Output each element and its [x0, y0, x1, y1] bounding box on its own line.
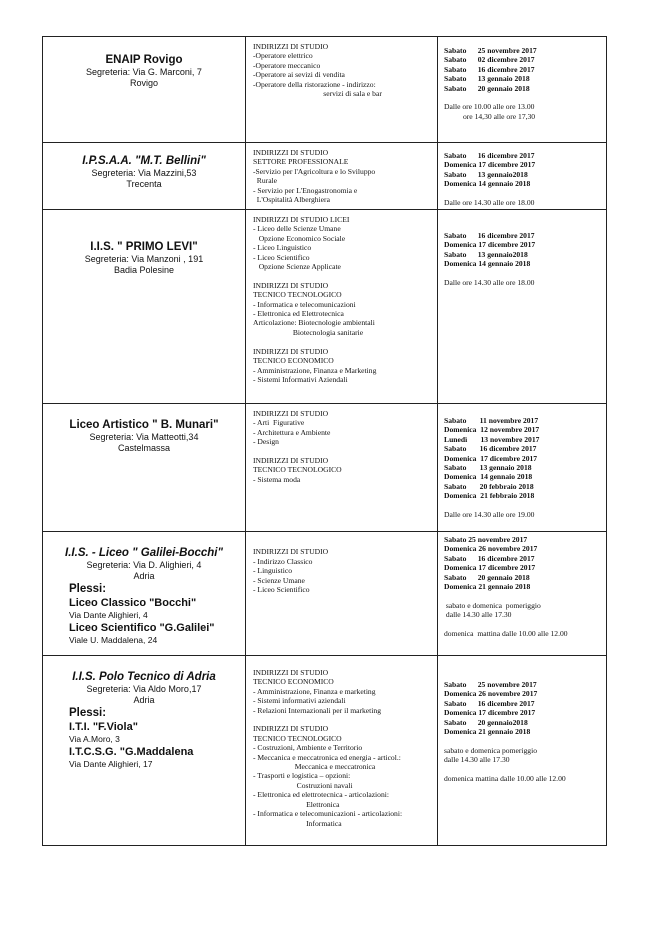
school-city: Rovigo — [129, 78, 158, 88]
indirizzi-line: - Liceo Scientifico — [253, 252, 310, 262]
note-line — [444, 736, 602, 745]
date-line: Lunedì 13 novembre 2017 — [444, 434, 540, 444]
school-city: Adria — [133, 571, 155, 581]
plesso-name: I.T.C.S.G. "G.Maddalena — [69, 746, 194, 758]
indirizzi-list — [246, 656, 437, 828]
date-line: Sabato 16 dicembre 2017 — [444, 553, 535, 563]
table-row — [43, 656, 607, 846]
indirizzi-cell — [246, 656, 438, 846]
date-line: Sabato 13 gennaio2018 — [444, 249, 528, 259]
school-name: I.I.S. Polo Tecnico di Adria — [72, 671, 216, 683]
indirizzi-line: Opzione Scienze Applicate — [253, 262, 341, 272]
plesso-name: Liceo Classico "Bocchi" — [69, 597, 197, 609]
school-cell — [43, 656, 246, 846]
note-line — [444, 591, 602, 600]
indirizzi-line: INDIRIZZI DI STUDIO LICEI — [253, 215, 350, 224]
school-cell — [43, 143, 246, 210]
plessi-heading: Plessi: — [69, 707, 107, 719]
plesso-address: Via Dante Alighieri, 17 — [69, 759, 153, 769]
dates-cell — [438, 210, 607, 404]
indirizzi-line: Informatica — [253, 818, 342, 828]
indirizzi-line: - Amministrazione, Finanza e marketing — [253, 686, 376, 696]
date-line: Domenica 14 gennaio 2018 — [444, 259, 531, 269]
indirizzi-line: - Liceo Linguistico — [253, 243, 312, 253]
indirizzi-line: - Trasporti e logistica – opzioni: — [253, 771, 351, 781]
indirizzi-line: Elettronica — [253, 799, 340, 809]
indirizzi-line — [253, 337, 433, 346]
date-line: Sabato 20 gennaio 2018 — [444, 83, 530, 93]
school-name: I.I.S. - Liceo " Galilei-Bocchi" — [65, 547, 223, 559]
indirizzi-line: TECNICO TECNOLOGICO — [253, 290, 342, 300]
indirizzi-line: -Operatore elettrico — [253, 51, 313, 61]
indirizzi-line: SETTORE PROFESSIONALE — [253, 157, 349, 167]
school-cell — [43, 37, 246, 143]
plessi-block — [43, 582, 245, 646]
date-line: Sabato 25 novembre 2017 — [444, 46, 537, 55]
indirizzi-line: Costruzioni navali — [253, 780, 353, 790]
indirizzi-line: - Costruzioni, Ambiente e Territorio — [253, 743, 363, 753]
date-line: Sabato 25 novembre 2017 — [444, 535, 528, 544]
note-line — [444, 93, 602, 102]
dates-list — [438, 210, 606, 287]
table-row — [43, 37, 607, 143]
indirizzi-line: - Scienze Umane — [253, 575, 305, 585]
date-line: Sabato 13 gennaio 2018 — [444, 74, 530, 84]
dates-cell — [438, 656, 607, 846]
indirizzi-line: INDIRIZZI DI STUDIO — [253, 148, 329, 157]
dates-list — [438, 37, 606, 121]
note-line: domenica mattina dalle 10.00 alle 12.00 — [444, 774, 566, 784]
dates-cell — [438, 143, 607, 210]
date-line: Domenica 12 novembre 2017 — [444, 425, 540, 435]
dates-cell — [438, 532, 607, 656]
date-line: Sabato 16 dicembre 2017 — [444, 64, 535, 74]
note-line: sabato e domenica pomeriggio — [444, 600, 541, 610]
indirizzi-cell — [246, 143, 438, 210]
indirizzi-line: - Arti Figurative — [253, 418, 305, 428]
indirizzi-list — [246, 532, 437, 594]
date-line: Sabato 16 dicembre 2017 — [444, 698, 535, 708]
date-line: Domenica 14 gennaio 2018 — [444, 472, 533, 482]
date-line: Domenica 17 dicembre 2017 — [444, 453, 538, 463]
dates-list — [438, 143, 606, 207]
table-row — [43, 143, 607, 210]
table-row — [43, 210, 607, 404]
indirizzi-line — [253, 715, 433, 724]
indirizzi-line: - Informatica e telecomunicazioni — [253, 299, 356, 309]
indirizzi-line: Rurale — [253, 176, 278, 186]
indirizzi-list — [246, 404, 437, 484]
open-days-table — [42, 36, 607, 846]
indirizzi-line: - Amministrazione, Finanza e Marketing — [253, 365, 377, 375]
indirizzi-line: TECNICO TECNOLOGICO — [253, 465, 342, 475]
date-line: Sabato 16 dicembre 2017 — [444, 444, 537, 454]
school-name: ENAIP Rovigo — [105, 54, 183, 66]
note-line: dalle 14.30 alle 17.30 — [444, 755, 510, 765]
indirizzi-line: - Sistema moda — [253, 474, 301, 484]
dates-list — [438, 532, 606, 638]
indirizzi-line: - Relazioni Internazionali per il marketing — [253, 705, 381, 715]
school-city: Trecenta — [126, 179, 162, 189]
date-line: Domenica 26 novembre 2017 — [444, 689, 538, 699]
school-cell — [43, 404, 246, 532]
indirizzi-line: - Liceo Scientifico — [253, 585, 310, 595]
note-line — [444, 501, 602, 510]
date-line: Sabato 16 dicembre 2017 — [444, 151, 535, 160]
date-line: Domenica 26 novembre 2017 — [444, 544, 538, 554]
school-name: I.P.S.A.A. "M.T. Bellini" — [82, 155, 206, 167]
indirizzi-line: INDIRIZZI DI STUDIO — [253, 668, 329, 677]
indirizzi-line: INDIRIZZI DI STUDIO — [253, 42, 329, 51]
note-line: sabato e domenica pomeriggio — [444, 745, 537, 755]
indirizzi-list — [246, 210, 437, 384]
indirizzi-line: servizi di sala e bar — [253, 89, 382, 99]
school-name: I.I.S. " PRIMO LEVI" — [90, 241, 198, 253]
indirizzi-line: -Operatore della ristorazione - indirizzo: — [253, 79, 376, 89]
note-line: Dalle ore 10.00 alle ore 13.00 — [444, 102, 535, 112]
indirizzi-line: Biotecnologia sanitarie — [253, 327, 364, 337]
indirizzi-list — [246, 143, 437, 204]
school-city: Adria — [133, 695, 155, 705]
indirizzi-line: INDIRIZZI DI STUDIO — [253, 456, 329, 466]
indirizzi-line: Meccanica e meccatronica — [253, 762, 376, 772]
date-line: Sabato 20 febbraio 2018 — [444, 481, 534, 491]
indirizzi-cell — [246, 37, 438, 143]
date-line: Domenica 21 febbraio 2018 — [444, 491, 535, 501]
school-cell — [43, 532, 246, 656]
school-name: Liceo Artistico " B. Munari" — [69, 419, 219, 431]
note-line: ore 14,30 alle ore 17,30 — [444, 111, 536, 121]
indirizzi-cell — [246, 210, 438, 404]
indirizzi-line: - Meccanica e meccatronica ed energia - articol.: — [253, 752, 401, 762]
note-line: domenica mattina dalle 10.00 alle 12.00 — [444, 629, 568, 639]
indirizzi-cell — [246, 532, 438, 656]
indirizzi-line: - Servizio per L'Enogastronomia e — [253, 185, 358, 195]
dates-cell — [438, 404, 607, 532]
school-address: Segreteria: Via Mazzini,53 — [91, 168, 197, 178]
indirizzi-line: - Sistemi informativi aziendali — [253, 696, 346, 706]
note-line: Dalle ore 14.30 alle ore 18.00 — [444, 278, 535, 288]
indirizzi-line: -Servizio per l'Agricoltura e lo Sviluppo — [253, 166, 376, 176]
plesso-name: I.T.I. "F.Viola" — [69, 721, 138, 733]
indirizzi-line — [253, 538, 433, 547]
indirizzi-list — [246, 37, 437, 98]
school-city: Castelmassa — [117, 443, 171, 453]
note-line — [444, 269, 602, 278]
indirizzi-line: L'Ospitalità Alberghiera — [253, 195, 330, 205]
indirizzi-line: INDIRIZZI DI STUDIO — [253, 280, 329, 290]
note-line — [444, 765, 602, 774]
date-line: Sabato 02 dicembre 2017 — [444, 55, 535, 65]
indirizzi-line: - Design — [253, 437, 279, 447]
plessi-block — [43, 706, 245, 770]
indirizzi-line: - Elettronica ed Elettrotecnica — [253, 309, 344, 319]
school-address: Segreteria: Via Aldo Moro,17 — [86, 684, 202, 694]
dates-cell — [438, 37, 607, 143]
note-line — [444, 620, 602, 629]
plesso-name: Liceo Scientifico "G.Galilei" — [69, 622, 215, 634]
date-line: Sabato 25 novembre 2017 — [444, 680, 537, 689]
date-line: Domenica 21 gennaio 2018 — [444, 727, 531, 737]
date-line: Domenica 17 dicembre 2017 — [444, 708, 536, 718]
indirizzi-line: TECNICO TECNOLOGICO — [253, 733, 342, 743]
indirizzi-line — [253, 271, 433, 280]
date-line: Sabato 20 gennaio 2018 — [444, 572, 530, 582]
dates-list — [438, 656, 606, 783]
indirizzi-line: - Liceo delle Scienze Umane — [253, 224, 341, 234]
indirizzi-line: INDIRIZZI DI STUDIO — [253, 409, 329, 418]
date-line: Sabato 13 gennaio 2018 — [444, 463, 532, 473]
date-line: Domenica 14 gennaio 2018 — [444, 179, 531, 189]
school-address: Segreteria: Via G. Marconi, 7 — [86, 67, 202, 77]
school-address: Segreteria: Via D. Alighieri, 4 — [86, 560, 202, 570]
note-line: Dalle ore 14.30 alle ore 18.00 — [444, 198, 535, 208]
note-line: dalle 14.30 alle 17.30 — [444, 610, 512, 620]
indirizzi-line: -Operatore ai sevizi di vendita — [253, 70, 345, 80]
indirizzi-line: INDIRIZZI DI STUDIO — [253, 346, 329, 356]
indirizzi-line: TECNICO ECONOMICO — [253, 356, 334, 366]
plesso-address: Via Dante Alighieri, 4 — [69, 610, 148, 620]
indirizzi-line: TECNICO ECONOMICO — [253, 677, 334, 687]
plesso-address: Viale U. Maddalena, 24 — [69, 635, 158, 645]
indirizzi-line: - Elettronica ed elettrotecnica - articolazioni: — [253, 790, 389, 800]
date-line: Sabato 20 gennaio2018 — [444, 717, 528, 727]
date-line: Domenica 21 gennaio 2018 — [444, 582, 531, 592]
indirizzi-cell — [246, 404, 438, 532]
table-row — [43, 532, 607, 656]
indirizzi-line: INDIRIZZI DI STUDIO — [253, 724, 329, 734]
indirizzi-line: Articolazione: Biotecnologie ambientali — [253, 318, 375, 328]
school-cell — [43, 210, 246, 404]
note-line — [444, 189, 602, 198]
school-city: Badia Polesine — [113, 265, 175, 275]
indirizzi-line: INDIRIZZI DI STUDIO — [253, 547, 329, 557]
indirizzi-line: -Operatore meccanico — [253, 60, 321, 70]
date-line: Domenica 17 dicembre 2017 — [444, 563, 536, 573]
date-line: Sabato 11 novembre 2017 — [444, 416, 539, 425]
indirizzi-line: - Informatica e telecomunicazioni - articolazioni: — [253, 809, 403, 819]
note-line: Dalle ore 14.30 alle ore 19.00 — [444, 510, 535, 520]
indirizzi-line: - Indirizzo Classico — [253, 556, 313, 566]
indirizzi-line: - Linguistico — [253, 566, 293, 576]
indirizzi-line — [253, 447, 433, 456]
indirizzi-line: - Architettura e Ambiente — [253, 427, 331, 437]
date-line: Sabato 16 dicembre 2017 — [444, 231, 535, 240]
table-row — [43, 404, 607, 532]
indirizzi-line: - Sistemi Informativi Aziendali — [253, 374, 348, 384]
school-address: Segreteria: Via Matteotti,34 — [89, 432, 199, 442]
dates-list — [438, 404, 606, 519]
date-line: Domenica 17 dicembre 2017 — [444, 240, 536, 250]
plesso-address: Via A.Moro, 3 — [69, 734, 120, 744]
date-line: Domenica 17 dicembre 2017 — [444, 160, 536, 170]
date-line: Sabato 13 gennaio2018 — [444, 169, 528, 179]
school-address: Segreteria: Via Manzoni , 191 — [84, 254, 204, 264]
indirizzi-line: Opzione Economico Sociale — [253, 233, 346, 243]
plessi-heading: Plessi: — [69, 583, 107, 595]
